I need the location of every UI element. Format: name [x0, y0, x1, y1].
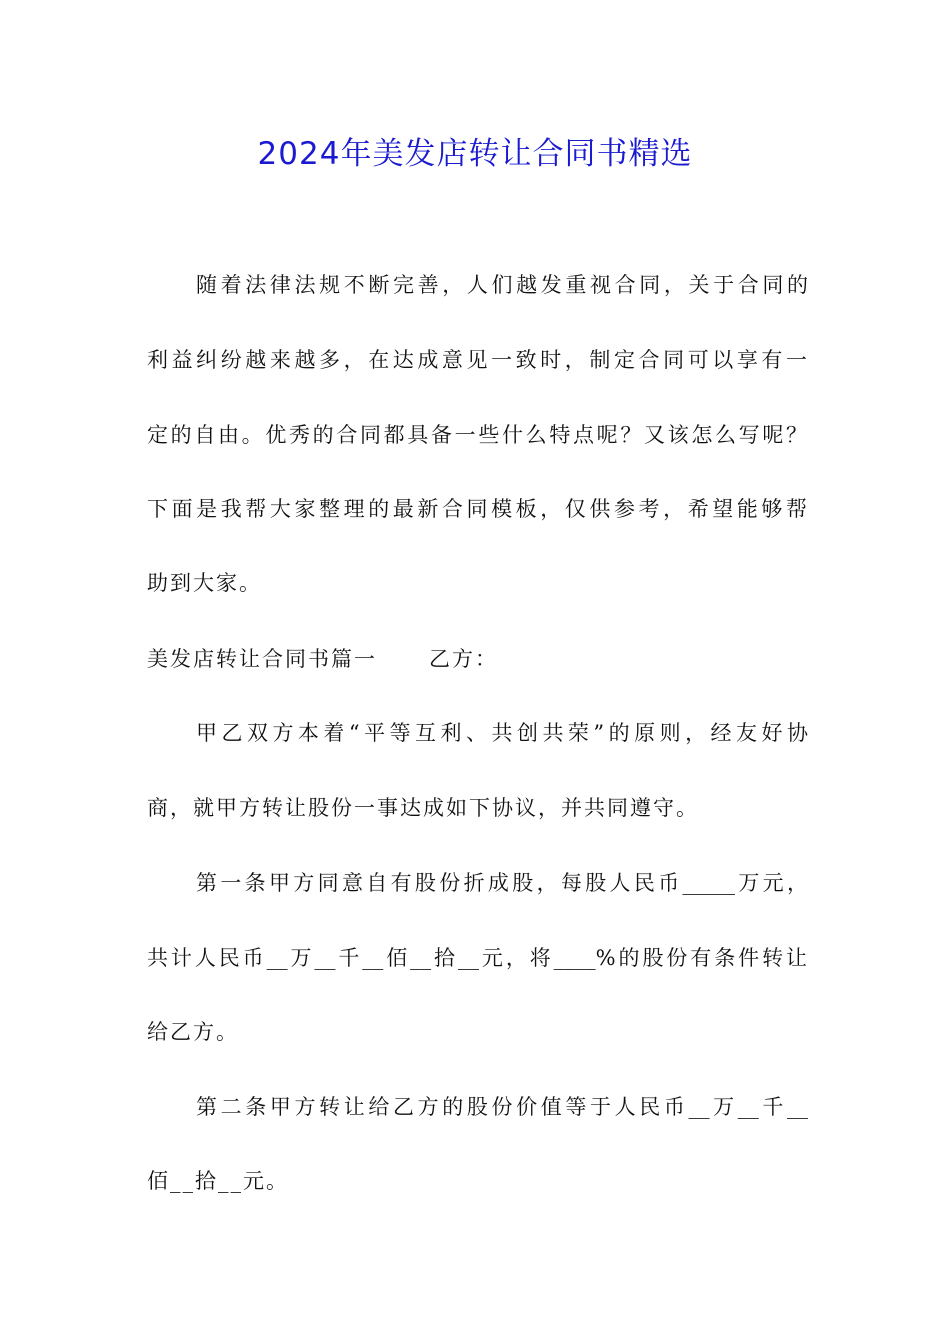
article1-line-3: 给乙方。: [147, 1020, 239, 1044]
section-heading: 美发店转让合同书篇一: [147, 647, 377, 671]
intro-line-4: 下面是我帮大家整理的最新合同模板，仅供参考，希望能够帮: [147, 497, 807, 521]
intro-line-5: 助到大家。: [147, 571, 262, 595]
section-heading-row: [147, 644, 807, 674]
intro-line-1: 随着法律法规不断完善，人们越发重视合同，关于合同的: [196, 273, 808, 297]
intro-line-3: 定的自由。优秀的合同都具备一些什么特点呢？又该怎么写呢？: [147, 423, 807, 447]
article1-line-2: 共计人民币__万__千__佰__拾__元，将____%的股份有条件转让: [147, 946, 807, 970]
principle-line-2: 商，就甲方转让股份一事达成如下协议，并共同遵守。: [147, 796, 699, 820]
article2-line-2: 佰__拾__元。: [147, 1169, 289, 1193]
principle-line-1: 甲乙双方本着“平等互利、共创共荣”的原则，经友好协: [196, 721, 808, 745]
document-title: 2024年美发店转让合同书精选: [257, 136, 693, 172]
article2-line-1: 第二条甲方转让给乙方的股份价值等于人民币__万__千__: [196, 1095, 808, 1119]
intro-line-2: 利益纠纷越来越多，在达成意见一致时，制定合同可以享有一: [147, 348, 807, 372]
party-b-label: 乙方：: [429, 647, 498, 671]
article1-line-1: 第一条甲方同意自有股份折成股，每股人民币_____万元，: [196, 871, 808, 895]
